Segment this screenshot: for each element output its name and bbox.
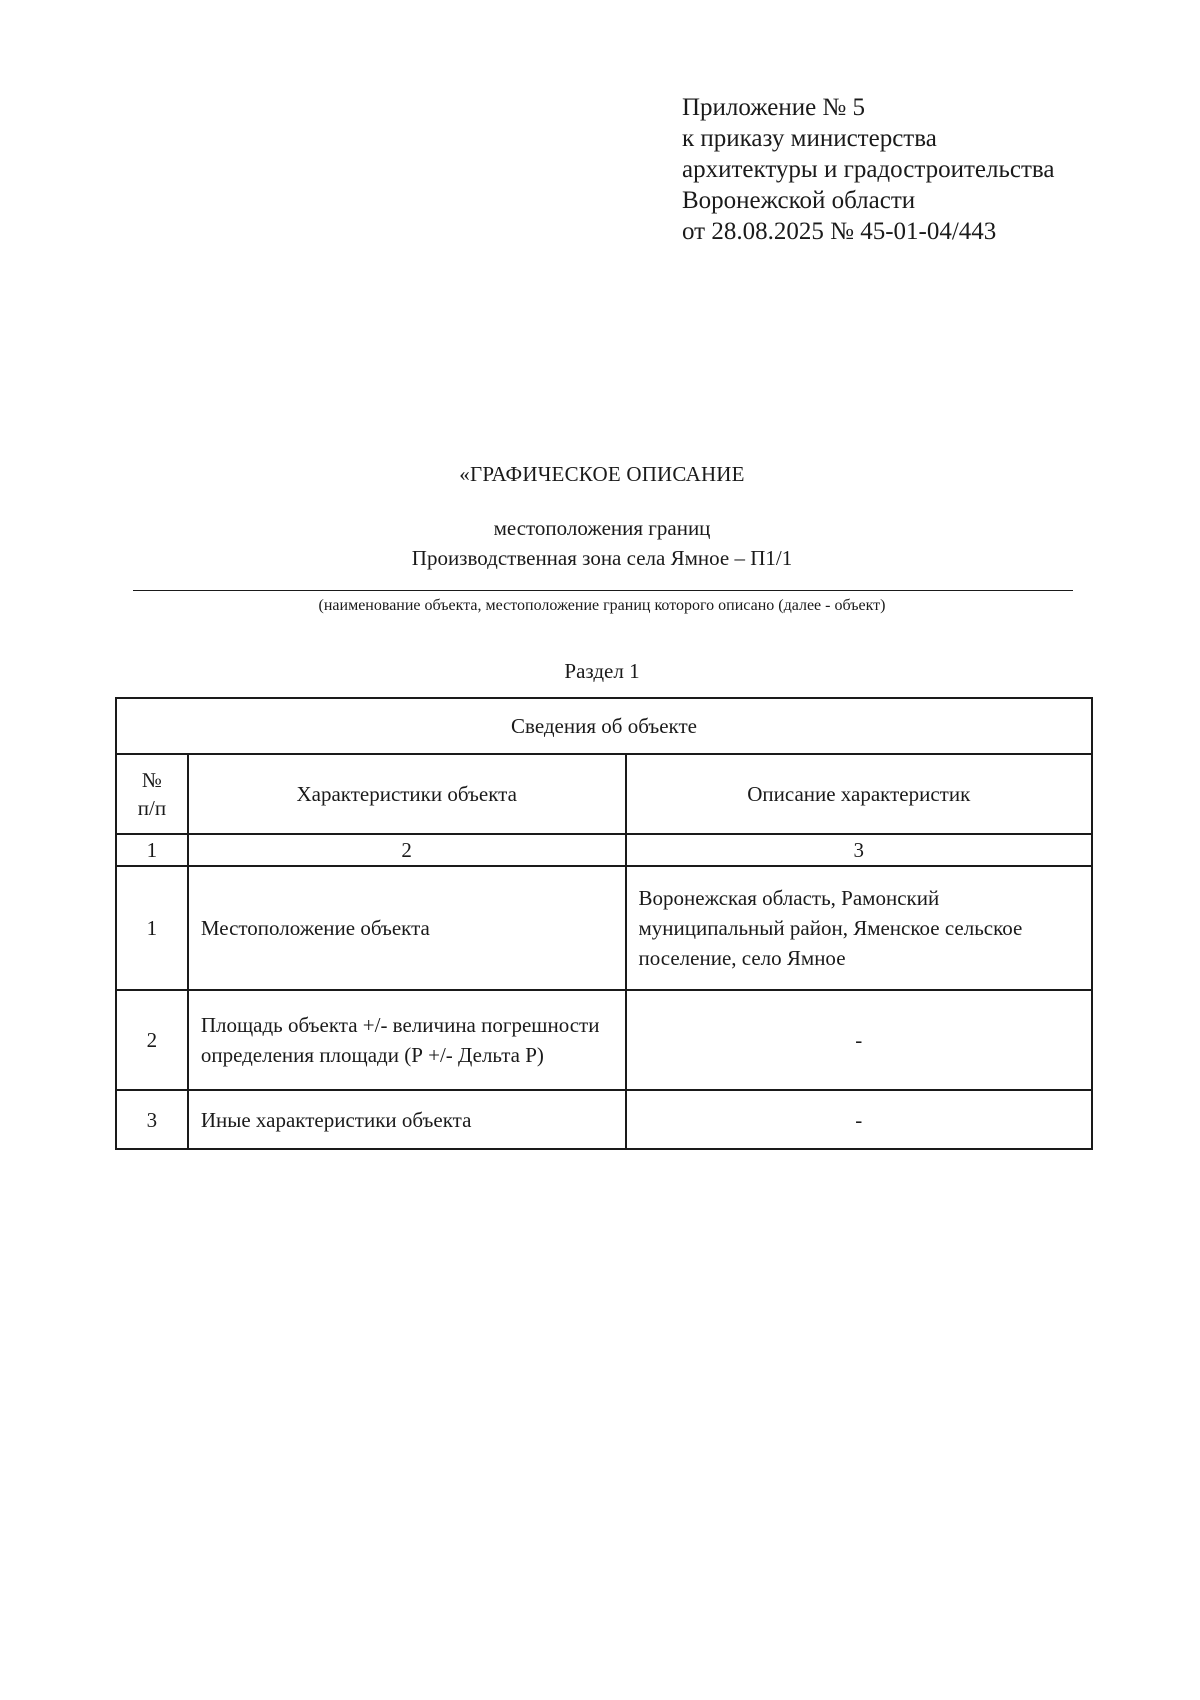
appendix-line: от 28.08.2025 № 45-01-04/443 <box>682 218 997 245</box>
table-caption-row <box>116 698 1092 754</box>
table-row <box>116 990 1092 1090</box>
column-index-row <box>116 834 1092 866</box>
appendix-line: к приказу министерства <box>682 125 937 152</box>
column-index: 1 <box>116 834 188 866</box>
table-caption: Сведения об объекте <box>116 698 1092 754</box>
column-index: 3 <box>626 834 1092 866</box>
appendix-line: архитектуры и градостроительства <box>682 156 1055 183</box>
object-name-note: (наименование объекта, местоположение границ которого описано (далее - объект) <box>318 597 886 614</box>
row-number: 2 <box>116 990 188 1090</box>
row-description: - <box>626 1090 1092 1149</box>
object-info-table <box>115 697 1093 1150</box>
row-characteristic: Площадь объекта +/- величина погрешности определения площади (Р +/- Дельта Р) <box>188 990 626 1090</box>
section-label: Раздел 1 <box>564 659 640 683</box>
row-number: 3 <box>116 1090 188 1149</box>
document-subtitle: местоположения границ <box>493 516 711 540</box>
object-name: Производственная зона села Ямное – П1/1 <box>411 546 793 570</box>
table-header-row <box>116 754 1092 834</box>
appendix-block <box>682 92 1054 247</box>
row-number: 1 <box>116 866 188 990</box>
column-index: 2 <box>188 834 626 866</box>
object-name-underline <box>133 590 1073 591</box>
document-title: «ГРАФИЧЕСКОЕ ОПИСАНИЕ <box>459 462 745 486</box>
table-row <box>116 1090 1092 1149</box>
row-description: - <box>626 990 1092 1090</box>
table-row <box>116 866 1092 990</box>
row-characteristic: Иные характеристики объекта <box>188 1090 626 1149</box>
appendix-line: Воронежской области <box>682 187 916 214</box>
header-characteristic: Характеристики объекта <box>188 754 626 834</box>
header-description: Описание характеристик <box>626 754 1092 834</box>
header-number-symbol: № <box>141 768 162 792</box>
row-characteristic: Местоположение объекта <box>188 866 626 990</box>
row-description: Воронежская область, Рамонский муниципальный район, Яменское сельское поселение, село Ямное <box>626 866 1092 990</box>
header-number <box>116 754 188 834</box>
header-number-abbr: п/п <box>137 796 167 820</box>
appendix-line: Приложение № 5 <box>682 94 866 121</box>
